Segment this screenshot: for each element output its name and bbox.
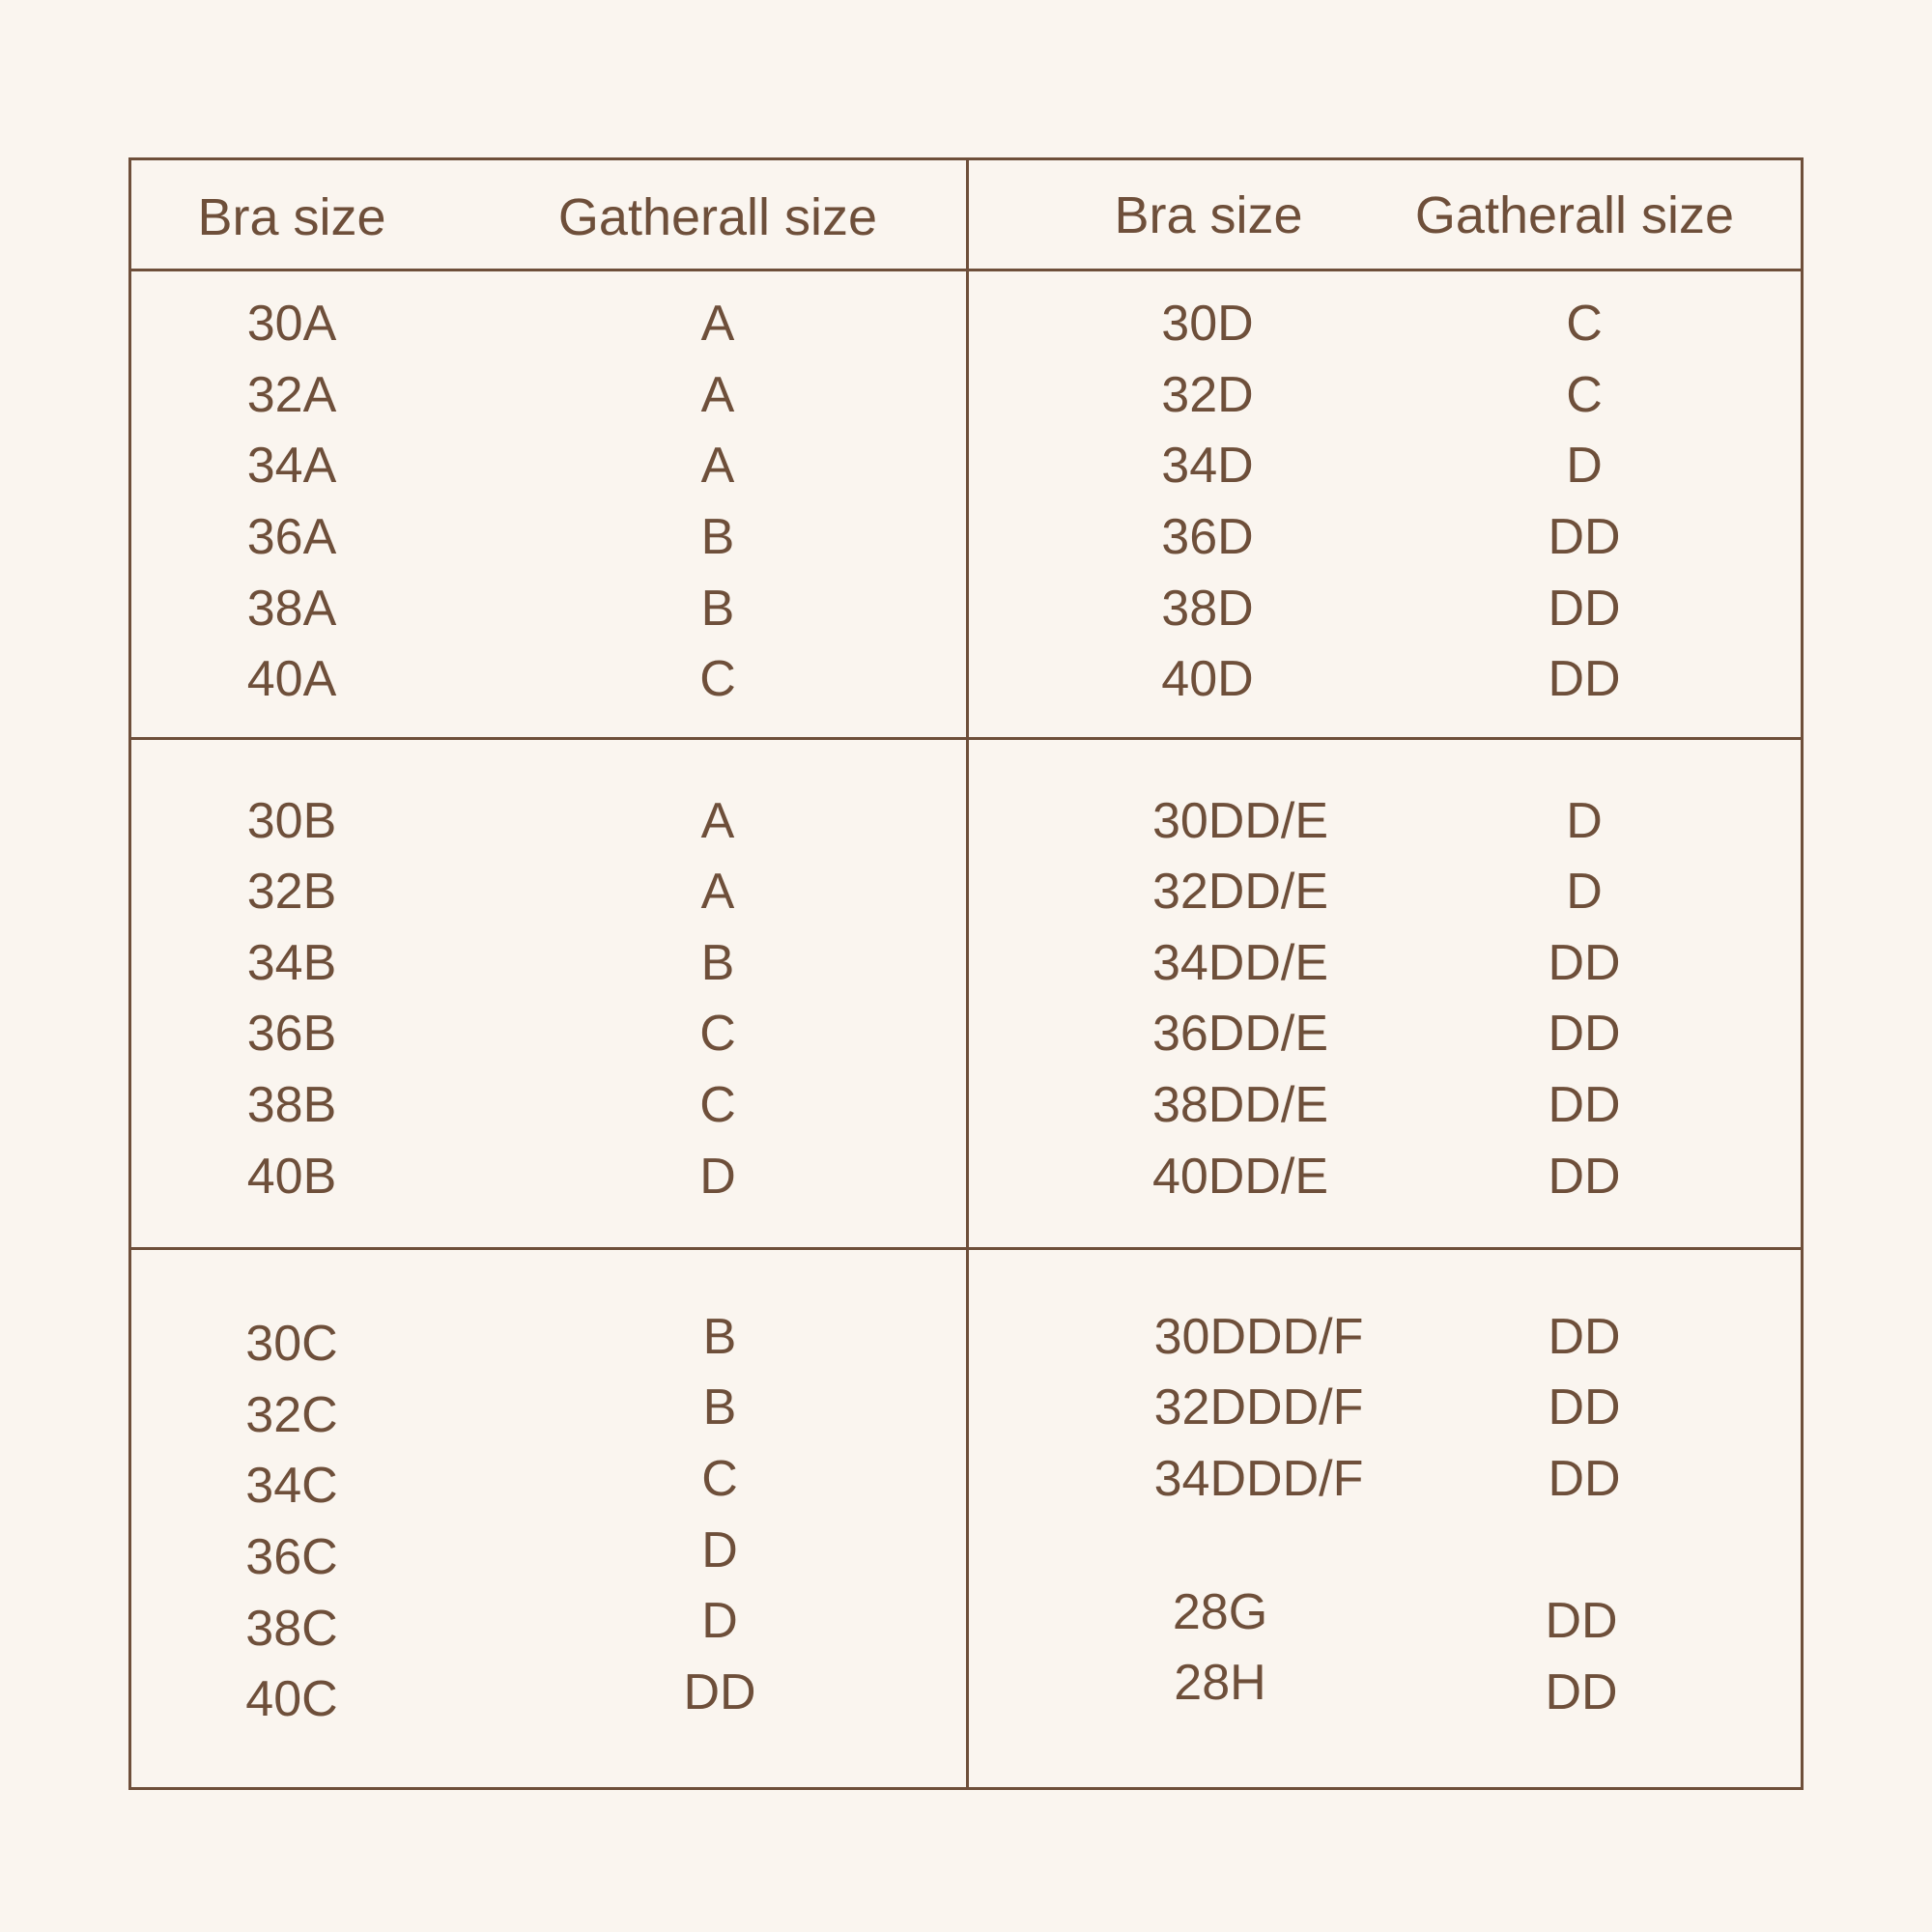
bra-size-cell: 30C <box>245 1316 338 1372</box>
bra-size-cell: 34D <box>1161 438 1254 494</box>
bra-size-cell: 34B <box>246 935 337 991</box>
bra-size-cell: 40D <box>1161 651 1254 707</box>
bra-size-cell: 32DD/E <box>1151 864 1329 920</box>
bra-size-cell: 34C <box>245 1458 338 1514</box>
gatherall-size-cell: D <box>699 1149 736 1205</box>
bra-size-cell: 36D <box>1161 509 1254 565</box>
gatherall-size-cell: DD <box>1548 1077 1621 1133</box>
bra-size-cell: 30A <box>246 296 337 352</box>
gatherall-size-cell: A <box>700 296 735 352</box>
header-divider <box>128 269 1804 271</box>
gatherall-size-cell: DD <box>683 1664 756 1720</box>
gatherall-size-cell: DD <box>1545 1593 1618 1649</box>
gatherall-size-cell: DD <box>1548 581 1621 637</box>
bra-size-cell: 34A <box>246 438 337 494</box>
gatherall-size-cell: C <box>699 651 736 707</box>
bra-size-cell: 38B <box>246 1077 337 1133</box>
gatherall-size-cell: A <box>700 438 735 494</box>
gatherall-size-cell: DD <box>1548 1309 1621 1365</box>
bra-size-cell: 40A <box>246 651 337 707</box>
bra-size-cell: 36A <box>246 509 337 565</box>
gatherall-size-cell: C <box>1566 367 1603 423</box>
gatherall-size-cell: DD <box>1545 1664 1618 1720</box>
gatherall-size-cell: D <box>701 1593 738 1649</box>
bra-size-cell: 38DD/E <box>1151 1077 1329 1133</box>
gatherall-size-cell: B <box>700 581 735 637</box>
bra-size-cell: 38A <box>246 581 337 637</box>
gatherall-size-cell: DD <box>1548 935 1621 991</box>
gatherall-size-cell: A <box>700 367 735 423</box>
bra-size-cell: 34DD/E <box>1151 935 1329 991</box>
bra-size-cell: 40C <box>245 1671 338 1727</box>
gatherall-size-cell: D <box>1566 864 1603 920</box>
center-divider <box>966 157 969 1790</box>
gatherall-size-cell: A <box>700 793 735 849</box>
gatherall-size-cell: DD <box>1548 1006 1621 1062</box>
header-gatherall-size-left: Gatherall size <box>557 188 878 246</box>
gatherall-size-cell: DD <box>1548 651 1621 707</box>
bra-size-cell: 32C <box>245 1387 338 1443</box>
bra-size-cell: 28G <box>1172 1584 1268 1640</box>
gatherall-size-cell: D <box>1566 438 1603 494</box>
bra-size-cell: 32B <box>246 864 337 920</box>
bra-size-cell: 32D <box>1161 367 1254 423</box>
bra-size-cell: 30DDD/F <box>1153 1309 1364 1365</box>
bra-size-cell: 30DD/E <box>1151 793 1329 849</box>
bra-size-cell: 30B <box>246 793 337 849</box>
gatherall-size-cell: A <box>700 864 735 920</box>
gatherall-size-cell: C <box>701 1451 738 1507</box>
gatherall-size-cell: DD <box>1548 1149 1621 1205</box>
bra-size-cell: 40B <box>246 1149 337 1205</box>
gatherall-size-cell: C <box>699 1077 736 1133</box>
gatherall-size-cell: B <box>700 509 735 565</box>
gatherall-size-cell: D <box>701 1522 738 1578</box>
bra-size-cell: 30D <box>1161 296 1254 352</box>
header-bra-size-right: Bra size <box>1114 186 1303 244</box>
row-divider-1 <box>128 737 1804 740</box>
gatherall-size-cell: DD <box>1548 509 1621 565</box>
bra-size-cell: 40DD/E <box>1151 1149 1329 1205</box>
bra-size-cell: 28H <box>1174 1655 1266 1711</box>
gatherall-size-cell: D <box>1566 793 1603 849</box>
bra-size-cell: 32DDD/F <box>1153 1379 1364 1435</box>
gatherall-size-cell: B <box>700 935 735 991</box>
bra-size-cell: 32A <box>246 367 337 423</box>
gatherall-size-cell: B <box>702 1379 737 1435</box>
gatherall-size-cell: C <box>1566 296 1603 352</box>
gatherall-size-cell: B <box>702 1309 737 1365</box>
row-divider-2 <box>128 1247 1804 1250</box>
bra-size-cell: 36C <box>245 1529 338 1585</box>
gatherall-size-cell: DD <box>1548 1451 1621 1507</box>
gatherall-size-cell: C <box>699 1006 736 1062</box>
header-gatherall-size-right: Gatherall size <box>1414 186 1735 244</box>
gatherall-size-cell: DD <box>1548 1379 1621 1435</box>
header-bra-size-left: Bra size <box>197 188 386 246</box>
bra-size-cell: 34DDD/F <box>1153 1451 1364 1507</box>
bra-size-cell: 36DD/E <box>1151 1006 1329 1062</box>
bra-size-cell: 38D <box>1161 581 1254 637</box>
bra-size-cell: 38C <box>245 1601 338 1657</box>
bra-size-cell: 36B <box>246 1006 337 1062</box>
